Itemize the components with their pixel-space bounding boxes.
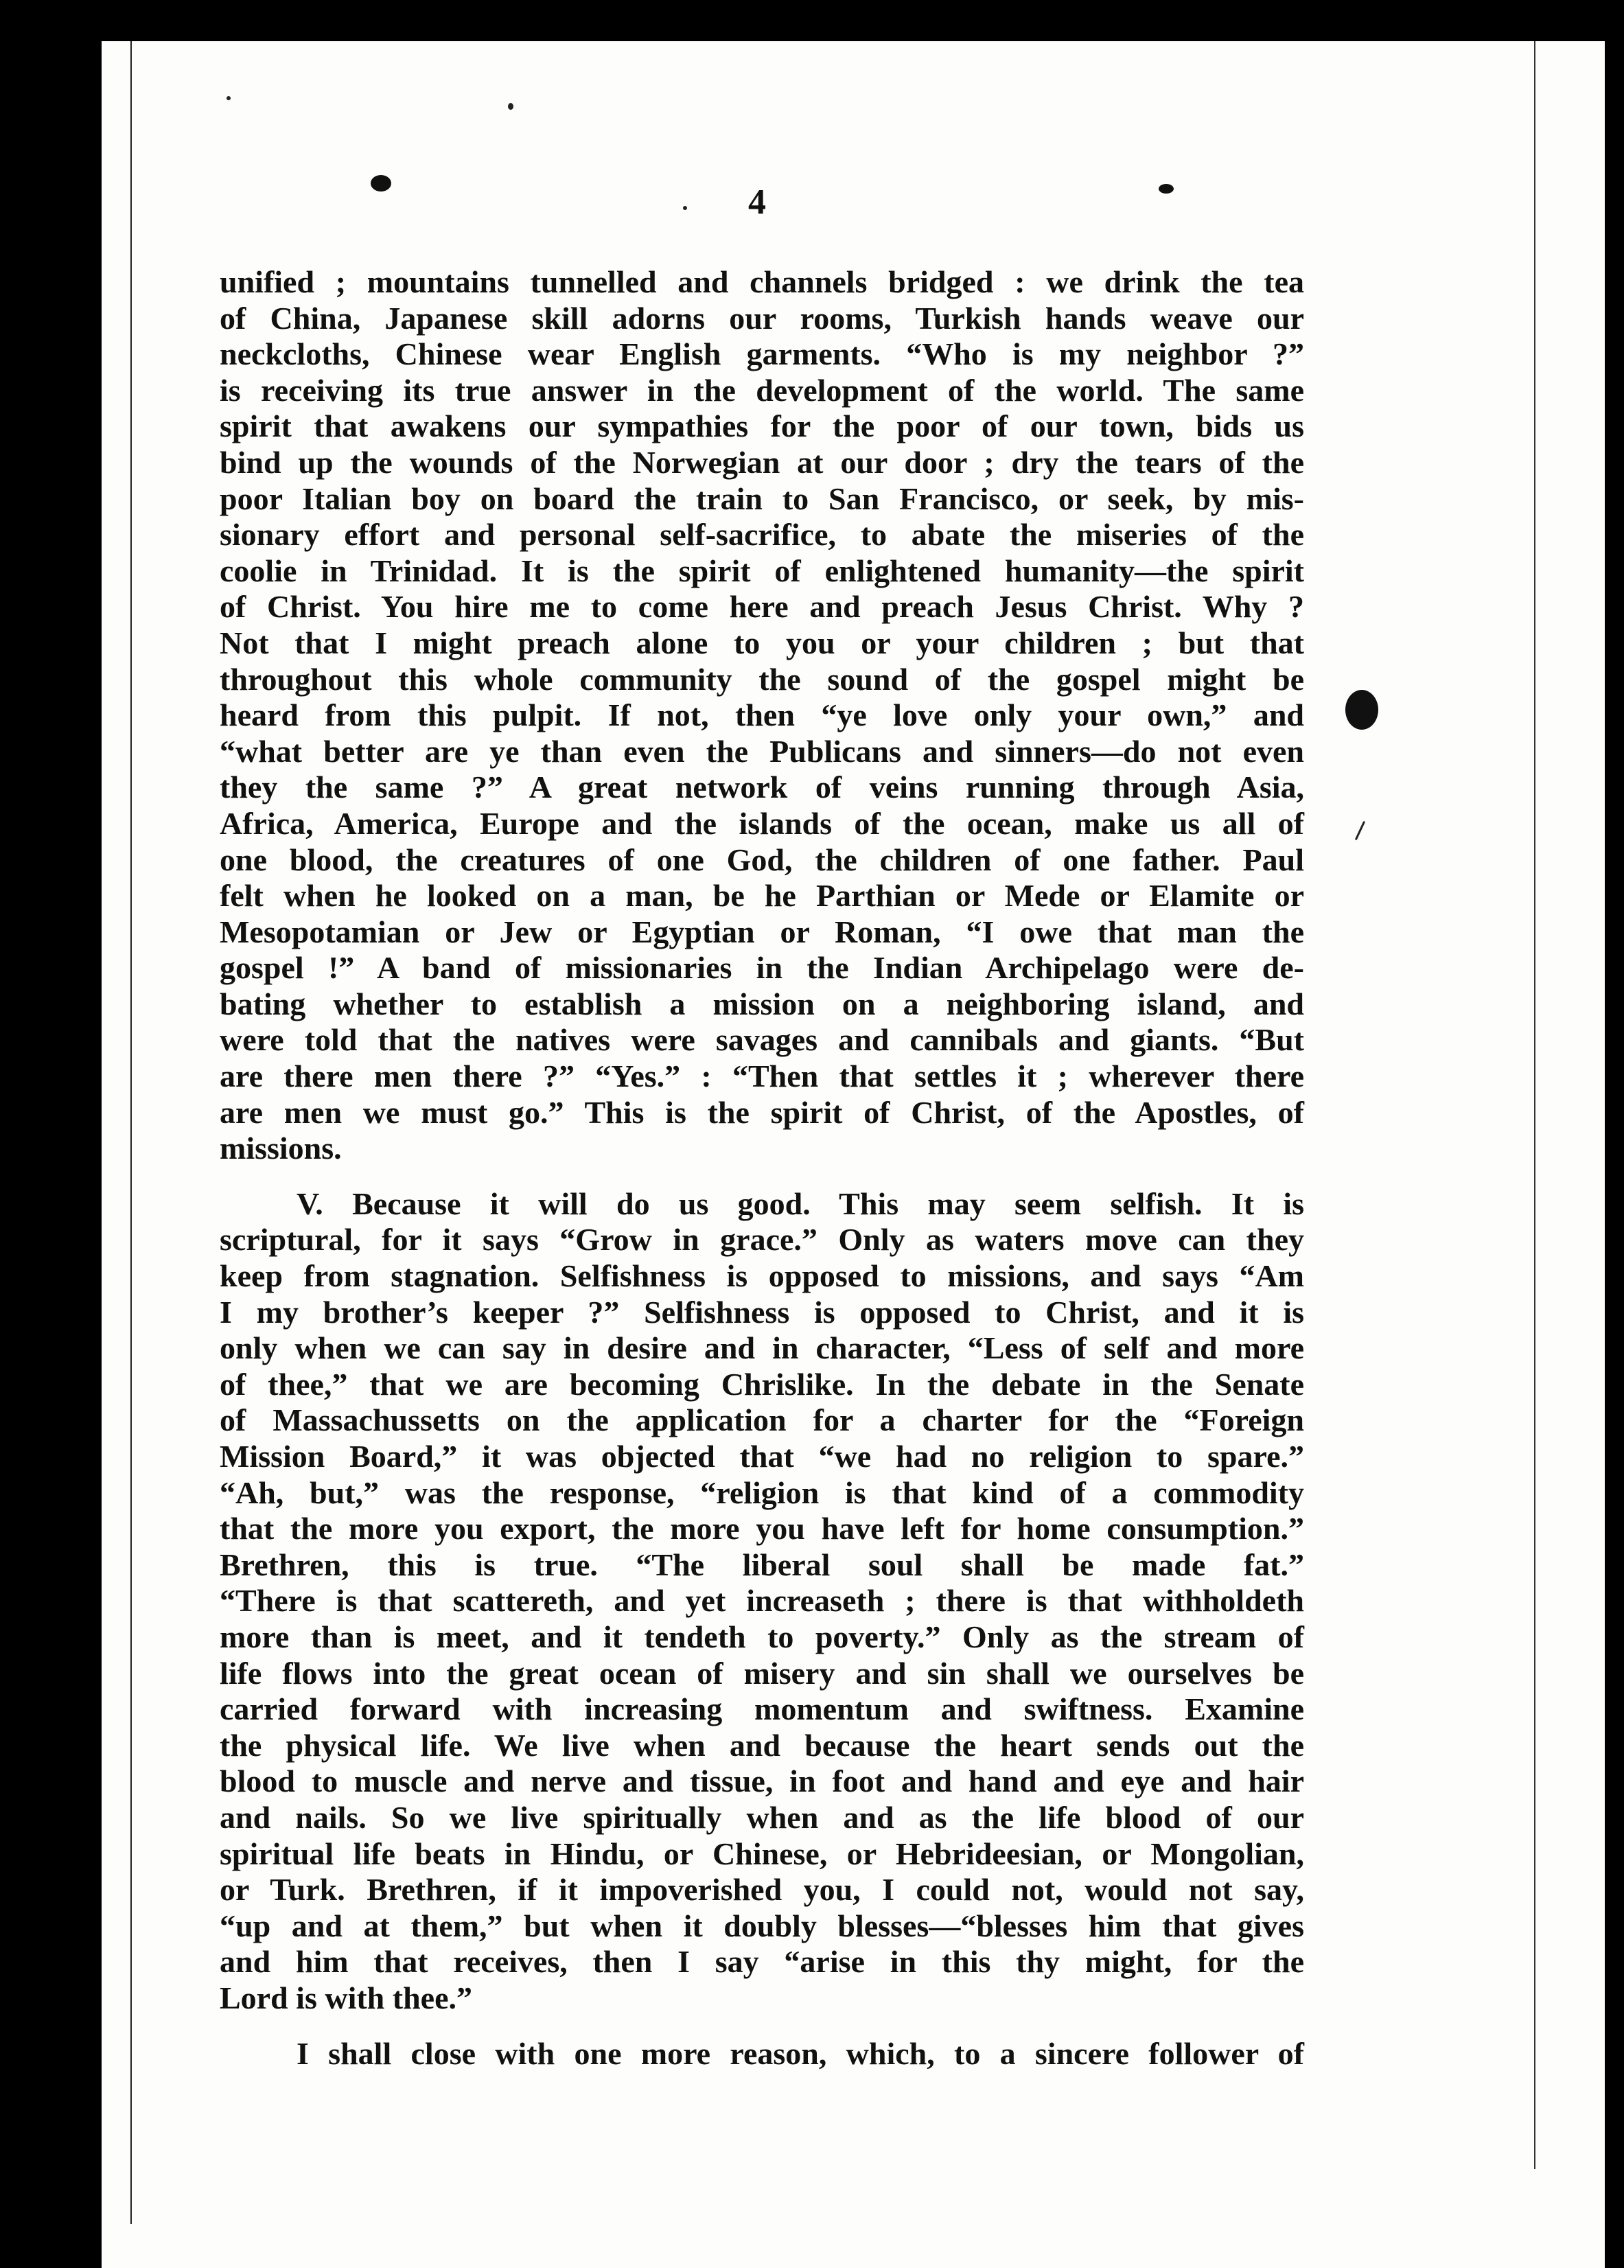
text-line: only when we can say in desire and in character, “Less of self and more	[220, 1330, 1304, 1366]
text-line: bating whether to establish a mission on a neighboring island, and	[220, 986, 1304, 1021]
text-line: and nails. So we live spiritually when and as the life blood of our	[220, 1799, 1304, 1835]
ink-blot	[1345, 690, 1378, 730]
text-line: are men we must go.” This is the spirit of Christ, of the Apostles, of	[220, 1094, 1304, 1130]
text-line: one blood, the creatures of one God, the children of one father. Paul	[220, 842, 1304, 877]
text-line: carried forward with increasing momentum and swiftness. Examine	[220, 1691, 1304, 1727]
speck	[508, 103, 513, 110]
speck	[227, 96, 231, 100]
text-line: poor Italian boy on board the train to San Francisco, or seek, by mis-	[220, 481, 1304, 516]
text-line: Africa, America, Europe and the islands of the ocean, make us all of	[220, 805, 1304, 841]
text-line: more than is meet, and it tendeth to poverty.” Only as the stream of	[220, 1619, 1304, 1654]
text-line: are there men there ?” “Yes.” : “Then that settles it ; wherever there	[220, 1058, 1304, 1094]
text-line: were told that the natives were savages and cannibals and giants. “But	[220, 1022, 1304, 1058]
text-line: keep from stagnation. Selfishness is opposed to missions, and says “Am	[220, 1258, 1304, 1294]
text-line: “Ah, but,” was the response, “religion is that kind of a commodity	[220, 1474, 1304, 1510]
text-line: coolie in Trinidad. It is the spirit of enlightened humanity—the spirit	[220, 553, 1304, 588]
text-line: life flows into the great ocean of misery and sin shall we ourselves be	[220, 1655, 1304, 1691]
text-line: V. Because it will do us good. This may seem selfish. It is	[297, 1185, 1304, 1221]
text-line: sionary effort and personal self-sacrifice, to abate the miseries of the	[220, 517, 1304, 553]
text-line: spiritual life beats in Hindu, or Chinese, or Hebrideesian, or Mongolian,	[220, 1836, 1304, 1871]
ink-blot	[1159, 184, 1174, 194]
ink-blot	[371, 175, 391, 192]
text-line: I my brother’s keeper ?” Selfishness is opposed to Christ, and it is	[220, 1294, 1304, 1330]
text-line: Brethren, this is true. “The liberal soul shall be made fat.”	[220, 1547, 1304, 1582]
page-edge-rule	[130, 41, 132, 2224]
text-line: “up and at them,” but when it doubly blesses—“blesses him that gives	[220, 1908, 1304, 1943]
paragraph	[220, 264, 1304, 1167]
text-line: of thee,” that we are becoming Chrislike. In the debate in the Senate	[220, 1366, 1304, 1402]
text-line: Lord is with thee.”	[220, 1980, 472, 2015]
text-line: blood to muscle and nerve and tissue, in foot and hand and eye and hair	[220, 1763, 1304, 1799]
text-line: missions.	[220, 1131, 342, 1166]
paragraph	[220, 1186, 1304, 2017]
text-line: heard from this pulpit. If not, then “ye love only your own,” and	[220, 697, 1304, 733]
text-line: and him that receives, then I say “arise in this thy might, for the	[220, 1944, 1304, 1980]
page-number: 4	[748, 183, 766, 222]
text-line: that the more you export, the more you have left for home consumption.”	[220, 1511, 1304, 1547]
paragraph	[220, 2036, 1304, 2072]
text-line: gospel !” A band of missionaries in the Indian Archipelago were de-	[220, 950, 1304, 986]
body-text	[220, 264, 1304, 2072]
text-line: scriptural, for it says “Grow in grace.” Only as waters move can they	[220, 1222, 1304, 1258]
text-line: of Massachussetts on the application for a charter for the “Foreign	[220, 1402, 1304, 1438]
text-line: “what better are ye than even the Publicans and sinners—do not even	[220, 733, 1304, 769]
text-line: or Turk. Brethren, if it impoverished you, I could not, would not say,	[220, 1872, 1304, 1908]
text-line: of China, Japanese skill adorns our rooms, Turkish hands weave our	[220, 300, 1304, 336]
text-line: they the same ?” A great network of veins running through Asia,	[220, 769, 1304, 805]
text-line: Not that I might preach alone to you or your children ; but that	[220, 625, 1304, 660]
text-line: “There is that scattereth, and yet increaseth ; there is that withholdeth	[220, 1583, 1304, 1619]
text-line: bind up the wounds of the Norwegian at our door ; dry the tears of the	[220, 444, 1304, 480]
text-line: Mesopotamian or Jew or Egyptian or Roman, “I owe that man the	[220, 914, 1304, 949]
text-line: the physical life. We live when and because the heart sends out the	[220, 1727, 1304, 1763]
text-line: of Christ. You hire me to come here and preach Jesus Christ. Why ?	[220, 589, 1304, 625]
text-line: is receiving its true answer in the development of the world. The same	[220, 372, 1304, 408]
text-line: felt when he looked on a man, be he Parthian or Mede or Elamite or	[220, 878, 1304, 914]
text-line: I shall close with one more reason, which, to a sincere follower of	[297, 2035, 1304, 2071]
text-line: spirit that awakens our sympathies for the poor of our town, bids us	[220, 408, 1304, 444]
speck	[683, 206, 687, 210]
text-line: unified ; mountains tunnelled and channels bridged : we drink the tea	[220, 264, 1304, 299]
scan-border	[0, 0, 41, 2268]
text-line: Mission Board,” it was objected that “we had no religion to spare.”	[220, 1439, 1304, 1474]
text-line: throughout this whole community the sound of the gospel might be	[220, 661, 1304, 697]
text-line: neckcloths, Chinese wear English garments. “Who is my neighbor ?”	[220, 336, 1304, 372]
page-edge-rule	[1534, 41, 1535, 2169]
